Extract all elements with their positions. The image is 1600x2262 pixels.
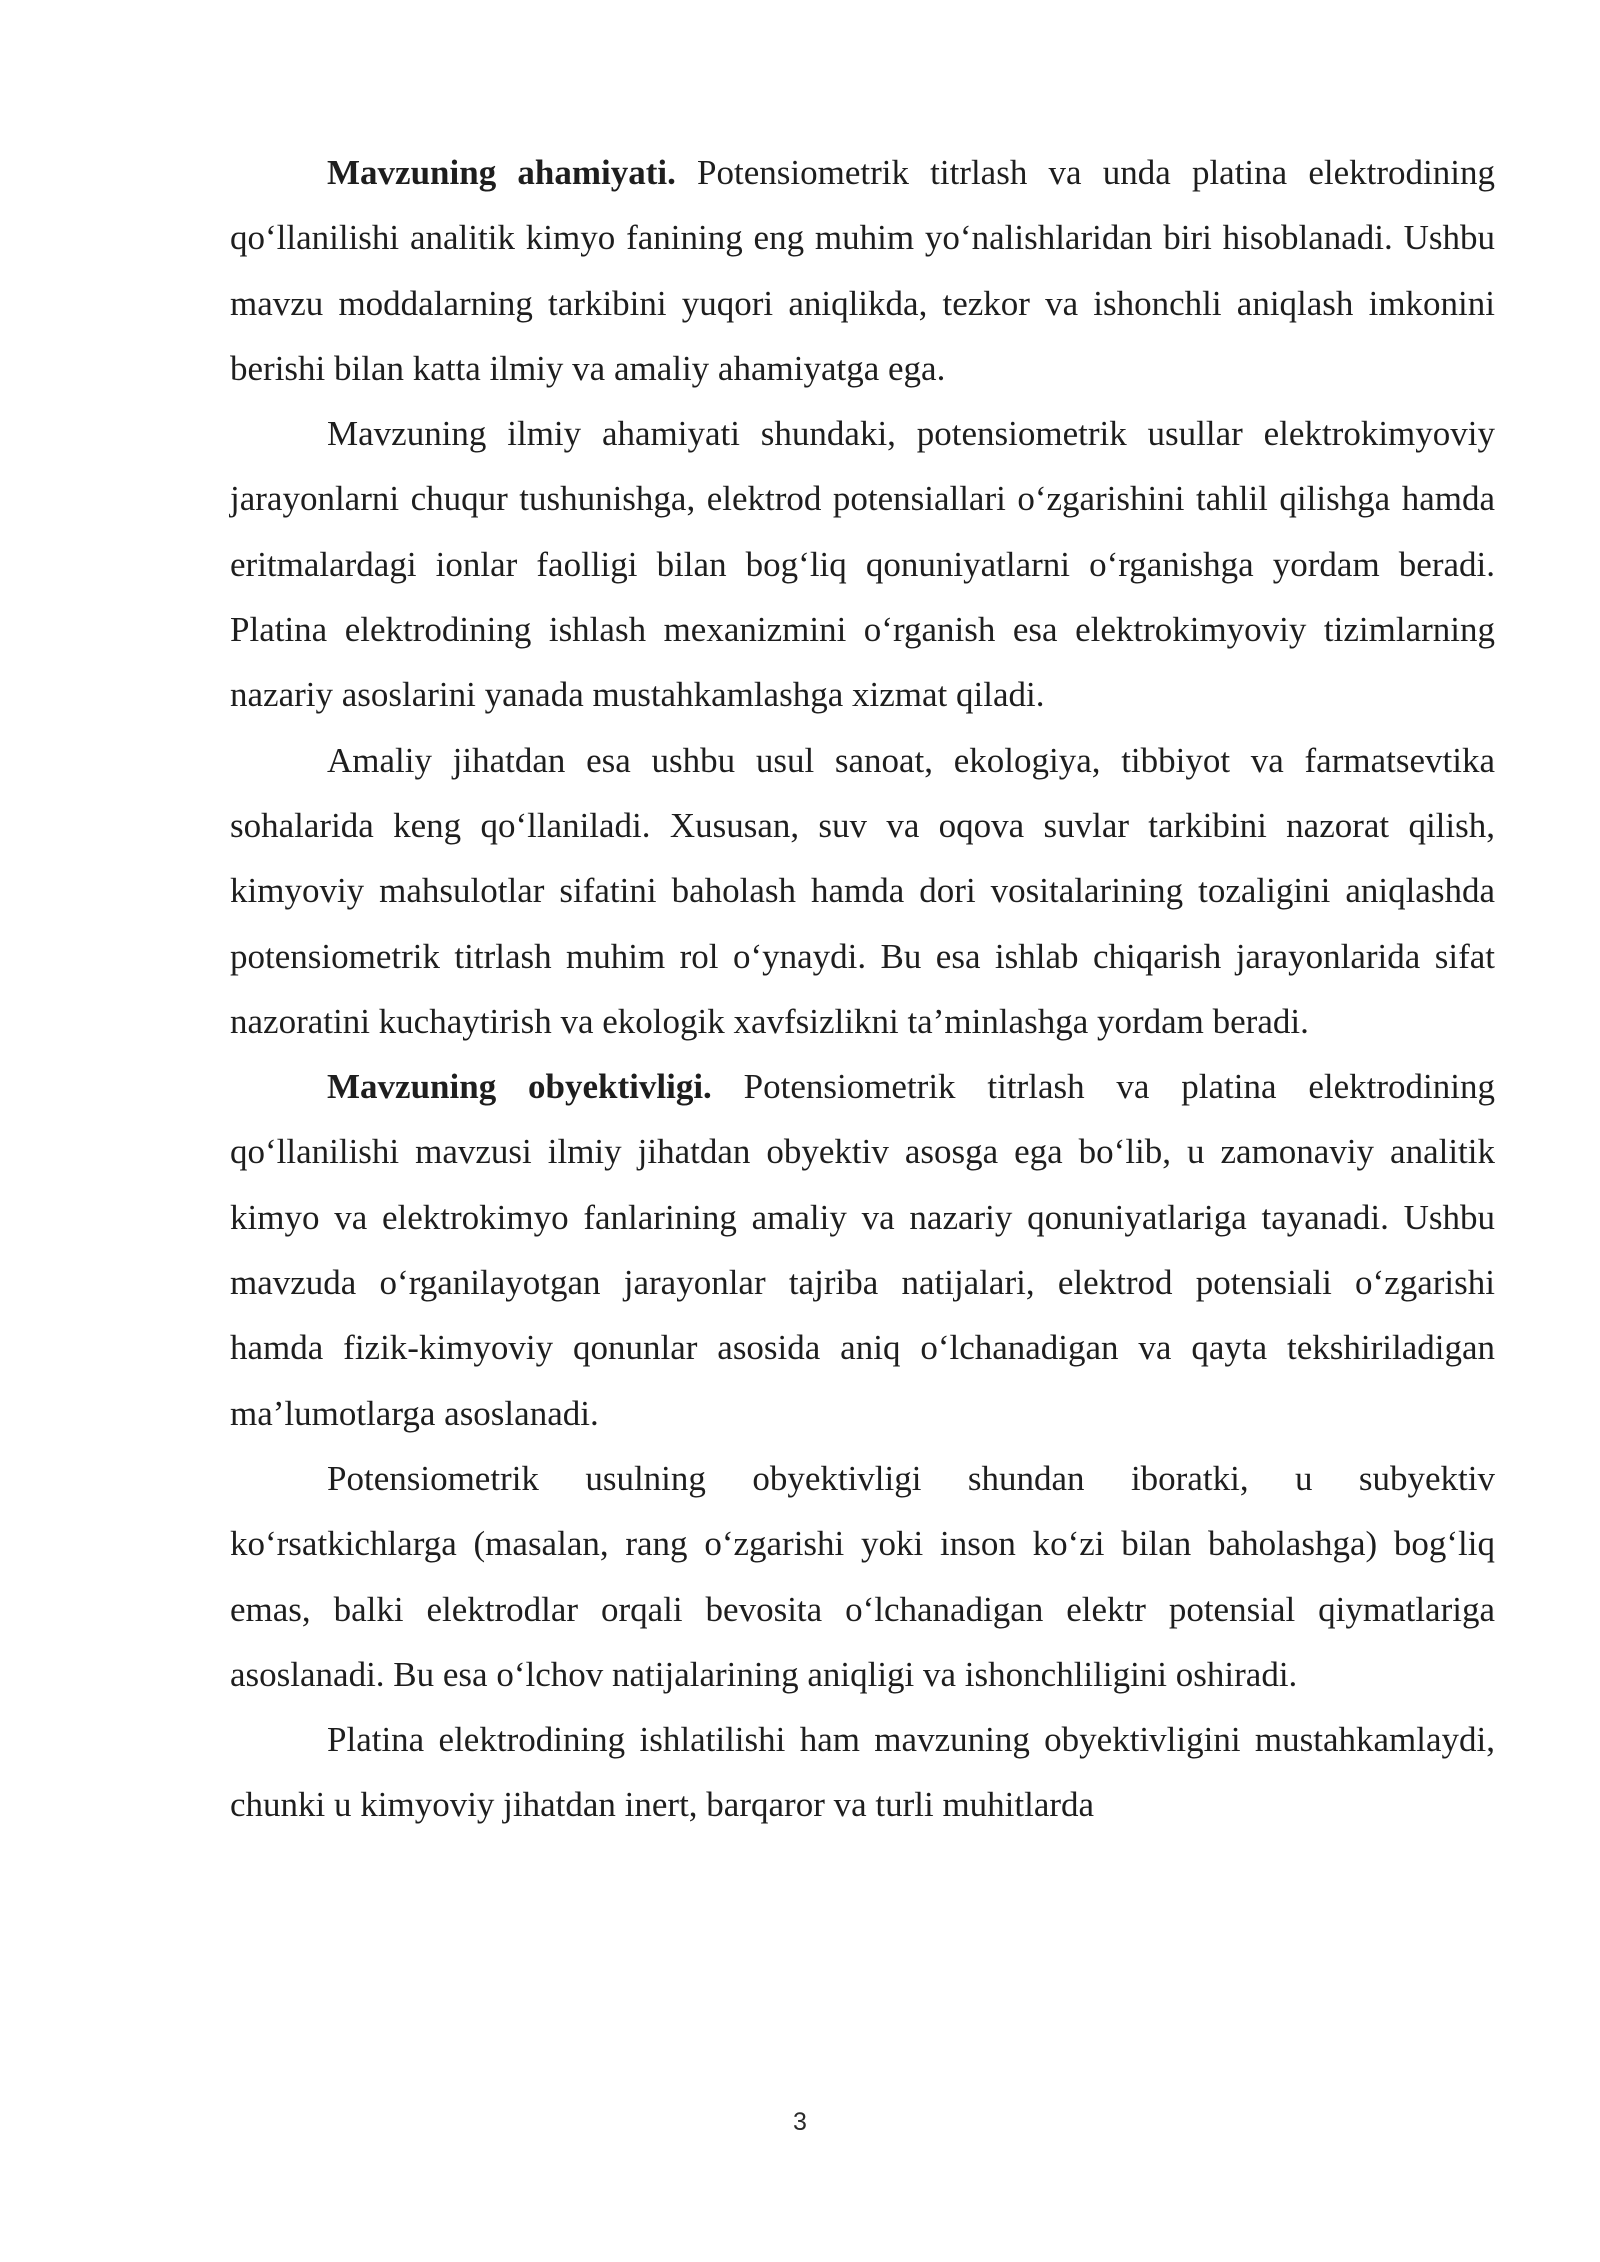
paragraph-heading: Mavzuning obyektivligi. <box>327 1067 712 1107</box>
paragraph-text: Mavzuning ilmiy ahamiyati shundaki, potensiometrik usullar elektrokimyoviy jarayonlarni chuqur tushunishga, elektrod potensiallari o‘zgarishini tahlil qilishga hamda eritmalardagi ionlar faolligi bilan bog‘liq qonuniyatlarni o‘rganishga yordam beradi. Platina elektrodining ishlash mexanizmini o‘rganish esa elektrokimyoviy tizimlarning nazariy asoslarini yanada mustahkamlashga xizmat qiladi. <box>230 414 1495 715</box>
paragraph-importance <box>230 140 1495 401</box>
paragraph-objectivity <box>230 1054 1495 1446</box>
page-number: 3 <box>793 2108 807 2136</box>
paragraph-text: Potensiometrik titrlash va unda platina elektrodining qo‘llanilishi analitik kimyo fanining eng muhim yo‘nalishlaridan biri hisoblanadi. Ushbu mavzu moddalarning tarkibini yuqori aniqlikda, tezkor va ishonchli aniqlash imkonini berishi bilan katta ilmiy va amaliy ahamiyatga ega. <box>230 153 1495 388</box>
paragraph-scientific-importance <box>230 401 1495 727</box>
paragraph-platinum-electrode <box>230 1707 1495 1838</box>
paragraph-method-objectivity <box>230 1446 1495 1707</box>
paragraph-text: Platina elektrodining ishlatilishi ham mavzuning obyektivligini mustahkamlaydi, chunki u kimyoviy jihatdan inert, barqaror va turli muhitlarda <box>230 1720 1495 1825</box>
paragraph-heading: Mavzuning ahamiyati. <box>327 153 676 192</box>
document-body <box>230 140 1495 1838</box>
paragraph-text: Potensiometrik titrlash va platina elektrodining qo‘llanilishi mavzusi ilmiy jihatdan obyektiv asosga ega bo‘lib, u zamonaviy analitik kimyo va elektrokimyo fanlarining amaliy va nazariy qonuniyatlariga tayanadi. Ushbu mavzuda o‘rganilayotgan jarayonlar tajriba natijalari, elektrod potensiali o‘zgarishi hamda fizik-kimyoviy qonunlar asosida aniq o‘lchanadigan va qayta tekshiriladigan ma’lumotlarga asoslanadi. <box>230 1067 1495 1433</box>
paragraph-practical-importance <box>230 728 1495 1054</box>
paragraph-text: Potensiometrik usulning obyektivligi shundan iboratki, u subyektiv ko‘rsatkichlarga (masalan, rang o‘zgarishi yoki inson ko‘zi bilan baholashga) bog‘liq emas, balki elektrodlar orqali bevosita o‘lchanadigan elektr potensial qiymatlariga asoslanadi. Bu esa o‘lchov natijalarining aniqligi va ishonchliligini oshiradi. <box>230 1458 1495 1694</box>
paragraph-text: Amaliy jihatdan esa ushbu usul sanoat, ekologiya, tibbiyot va farmatsevtika sohalarida keng qo‘llaniladi. Xususan, suv va oqova suvlar tarkibini nazorat qilish, kimyoviy mahsulotlar sifatini baholash hamda dori vositalarining tozaligini aniqlashda potensiometrik titrlash muhim rol o‘ynaydi. Bu esa ishlab chiqarish jarayonlarida sifat nazoratini kuchaytirish va ekologik xavfsizlikni ta’minlashga yordam beradi. <box>230 740 1495 1041</box>
